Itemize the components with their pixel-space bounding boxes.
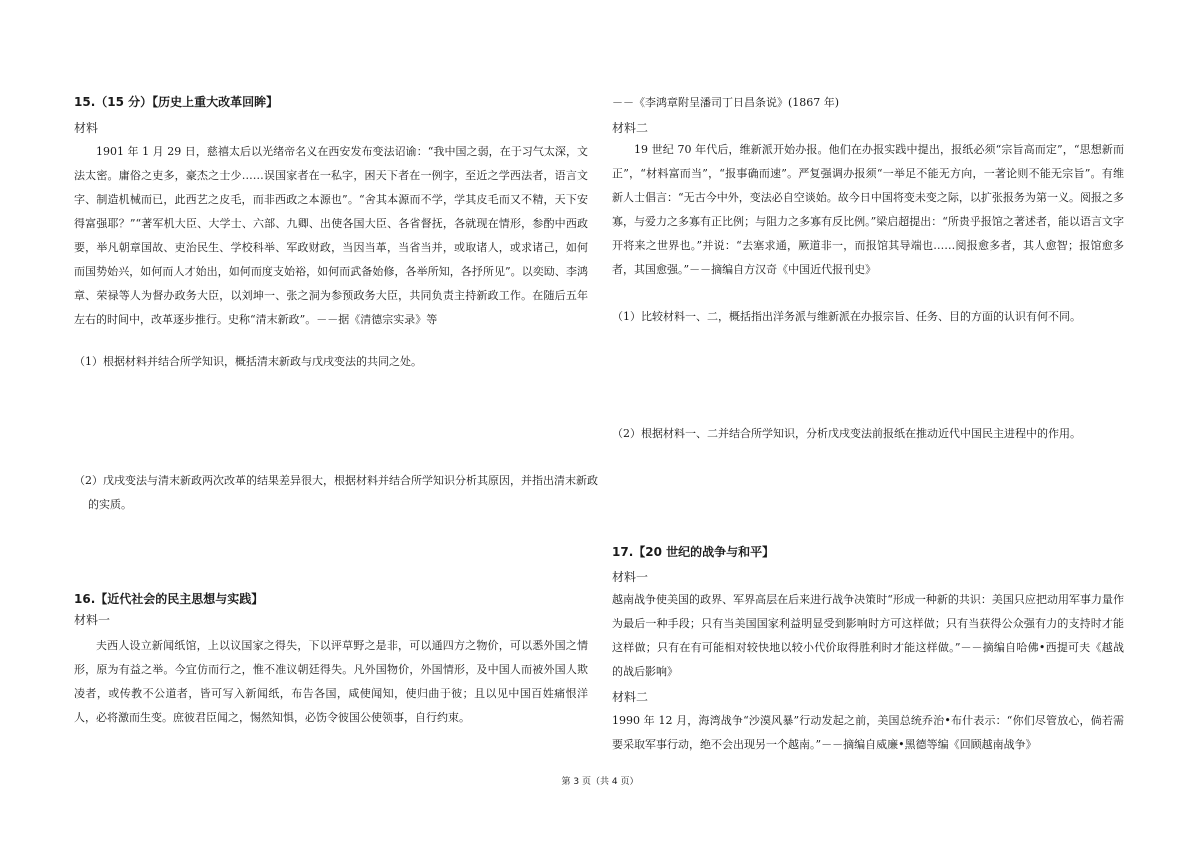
q16-material1-source: －－《李鸿章附呈潘司丁日昌条说》(1867 年) [612, 96, 840, 109]
q15-material-text: 1901 年 1 月 29 日，慈禧太后以光绪帝名义在西安发布变法诏谕：“我中国之弱，在于习气太深，文法太密。庸俗之吏多，豪杰之士少……误国家者在一私字，困天下者在一例字，至近之学西法者，语言文字、制造机械而已，此西艺之皮毛，而非西政之本源也”。“舍其本源而不学，学其皮毛而又不精，天下安得富强耶？”“著军机大臣、大学士、六部、九卿、出使各国大臣、各省督抚，各就现在情形，参酌中西政要，举凡朝章国故、吏治民生、学校科举、军政财政，当因当革，当省当并，或取诸人，或求诸己，如何而国势始兴，如何而人才始出，如何而度支始裕，如何而武备始修，各举所知，各抒所见”。以奕劻、李鸿章、荣禄等人为督办政务大臣，以刘坤一、张之洞为参预政务大臣，共同负责主持新政工作。在随后五年左右的时间中，改革逐步推行。史称“清末新政”。－－据《清德宗实录》等 [74, 145, 588, 326]
q16-sub-question-2: （2）根据材料一、二并结合所学知识，分析戊戌变法前报纸在推动近代中国民主进程中的作用。 [612, 427, 1081, 440]
page-footer: 第 3 页（共 4 页） [561, 777, 639, 787]
q17-material2-label: 材料二 [612, 690, 649, 704]
q16-material1-text: 夫西人设立新闻纸馆，上以议国家之得失，下以评草野之是非，可以通四方之物价，可以悉外国之情形，原为有益之举。今宜仿而行之，惟不准议朝廷得失。凡外国物价，外国情形，及中国人而被外国人欺凌者，或传教不公道者，皆可写入新闻纸，布告各国，咸使闻知，使归曲于彼；且以见中国百姓痛恨洋人，必将激而生变。庶彼君臣闻之，惕然知惧，必饬令彼国公使领事，自行约束。 [74, 639, 588, 724]
q17-heading: 17.【20 世纪的战争与和平】 [612, 545, 775, 559]
q16-material1-label: 材料一 [74, 613, 111, 627]
q15-material-label: 材料 [74, 121, 99, 135]
q17-material1-text: 越南战争使美国的政界、军界高层在后来进行战争决策时“形成一种新的共识：美国只应把动用军事力量作为最后一种手段；只有当美国国家利益明显受到影响时方可这样做；只有当获得公众强有力的支持时才能这样做；只有在有可能相对较快地以较小代价取得胜利时才能这样做。”－－摘编自哈佛•西提可夫《越战的战后影响》 [612, 593, 1124, 678]
q16-material2-text: 19 世纪 70 年代后，维新派开始办报。他们在办报实践中提出，报纸必须“宗旨高而定”，“思想新而正”，“材料富而当”，“报事确而速”。严复强调办报须“一举足不能无方向，一著论则不能无宗旨”。有维新人士倡言：“无古今中外，变法必自空谈始。故今日中国将变未变之际，以扩张报务为第一义。阅报之多寡，与爱力之多寡有正比例；与阻力之多寡有反比例。”梁启超提出：“所贵乎报馆之著述者，能以语言文字开将来之世界也。”并说：“去塞求通，厥道非一，而报馆其导端也……阅报愈多者，其人愈智；报馆愈多者，其国愈强。”－－摘编自方汉奇《中国近代报刊史》 [612, 143, 1124, 276]
q17-material2-text: 1990 年 12 月，海湾战争“沙漠风暴”行动发起之前，美国总统乔治•布什表示：“你们尽管放心，倘若需要采取军事行动，绝不会出现另一个越南。”－－摘编自威廉•黑德等编《回顾越南战争》 [612, 714, 1124, 751]
q16-sub-question-1: （1）比较材料一、二，概括指出洋务派与维新派在办报宗旨、任务、目的方面的认识有何不同。 [612, 310, 1081, 323]
q15-heading: 15.（15 分）【历史上重大改革回眸】 [74, 95, 279, 109]
q15-sub-question-1: （1）根据材料并结合所学知识，概括清末新政与戊戌变法的共同之处。 [74, 355, 422, 368]
q15-sub-question-2: （2）戊戌变法与清末新政两次改革的结果差异很大，根据材料并结合所学知识分析其原因，并指出清末新政的实质。 [74, 474, 598, 511]
q17-material1-label: 材料一 [612, 570, 649, 584]
q16-heading: 16.【近代社会的民主思想与实践】 [74, 592, 264, 606]
q16-material2-label: 材料二 [612, 121, 649, 135]
